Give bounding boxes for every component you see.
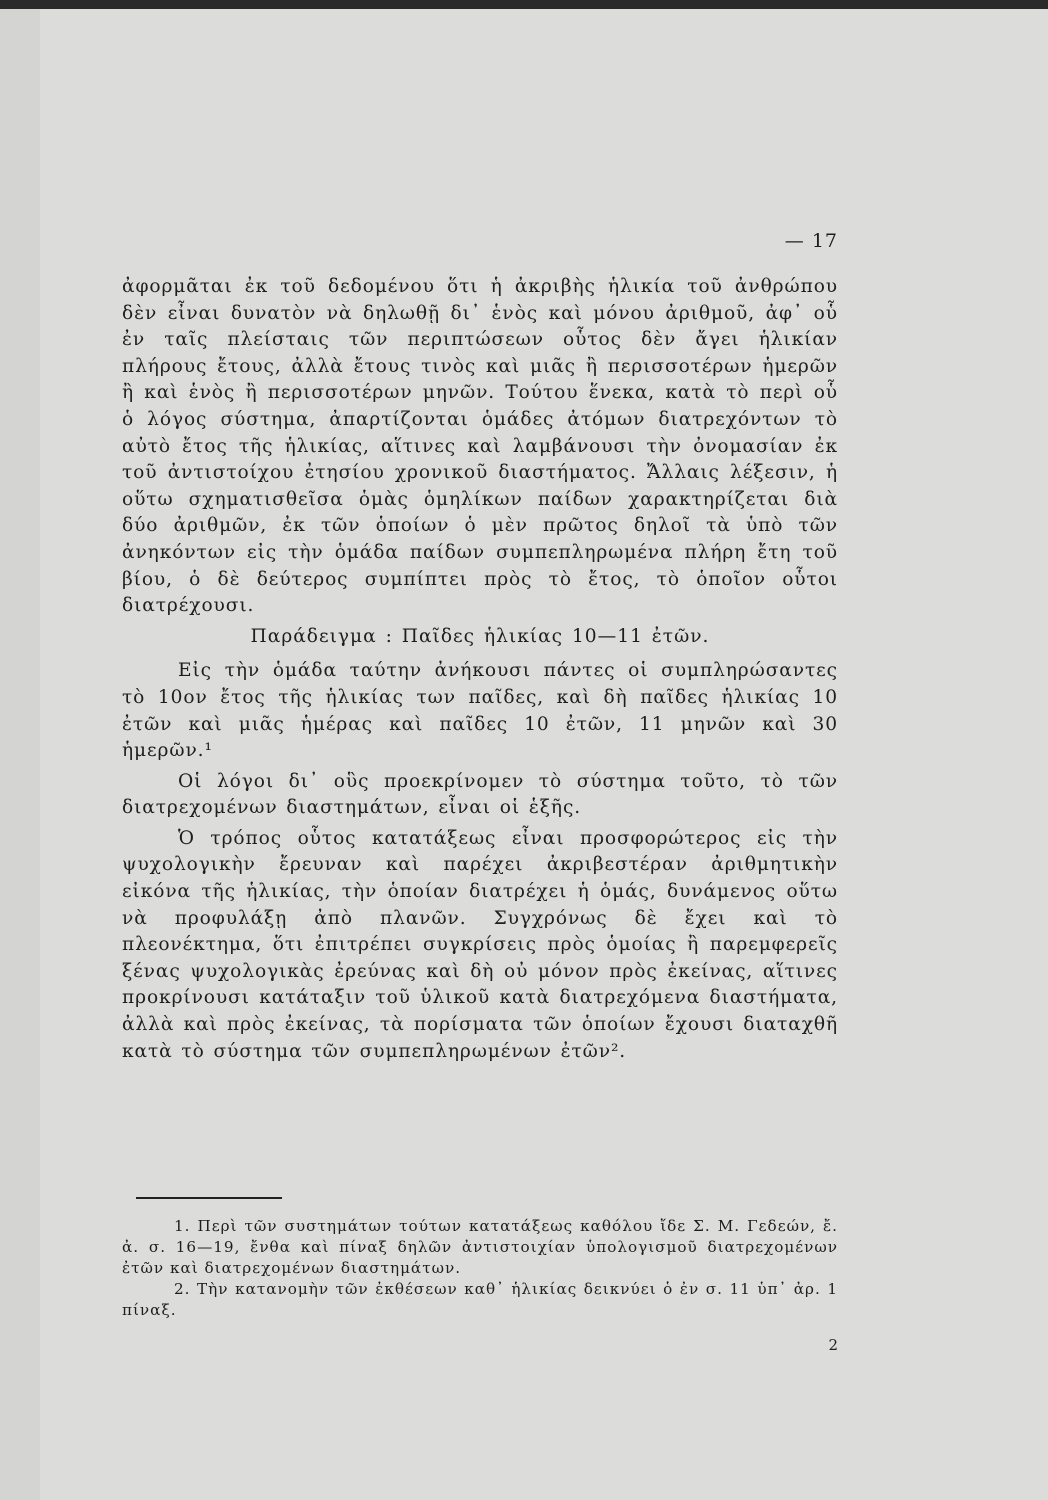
example-line: Παράδειγμα : Παῖδες ἡλικίας 10—11 ἐτῶν. <box>250 625 710 647</box>
paragraph-2: Εἰς τὴν ὁμάδα ταύτην ἀνήκουσι πάντες οἱ συμπληρώσαντες τὸ 10ον ἔτος τῆς ἡλικίας των παῖδες, καὶ δὴ παῖδες ἡλικίας 10 ἐτῶν καὶ μιᾶς ἡμέρας καὶ παῖδες 10 ἐτῶν, 11 μηνῶν καὶ 30 ἡμερῶν.¹ <box>122 660 838 762</box>
signature-mark: 2 <box>828 1336 838 1354</box>
paragraph-4: Ὁ τρόπος οὗτος κατατάξεως εἶναι προσφορώτερος εἰς τὴν ψυχολογικὴν ἔρευναν καὶ παρέχει ἀκριβεστέραν ἀριθμητικὴν εἰκόνα τῆς ἡλικίας, τὴν ὁποίαν διατρέχει ἡ ὁμάς, δυνάμενος οὕτω νὰ προφυλάξῃ ἀπὸ πλανῶν. Συγχρόνως δὲ ἔχει καὶ τὸ πλεονέκτημα, ὅτι ἐπιτρέπει συγκρίσεις πρὸς ὁμοίας ἢ παρεμφερεῖς ξένας ψυχολογικὰς ἐρεύνας καὶ δὴ οὐ μόνον πρὸς ἐκείνας, αἵτινες προκρίνουσι κατάταξιν τοῦ ὑλικοῦ κατὰ διατρεχόμενα διαστήματα, ἀλλὰ καὶ πρὸς ἐκείνας, τὰ πορίσματα τῶν ὁποίων ἔχουσι διαταχθῆ κατὰ τὸ σύστημα τῶν συμπεπληρωμένων ἐτῶν². <box>122 827 838 1062</box>
footnotes <box>122 1216 838 1321</box>
footnote-2: 2. Τὴν κατανομὴν τῶν ἐκθέσεων καθ᾽ ἡλικίας δεικνύει ὁ ἐν σ. 11 ὑπ᾽ ἀρ. 1 πίναξ. <box>122 1280 838 1319</box>
page-number: — 17 <box>784 230 838 252</box>
main-text <box>122 274 838 1065</box>
scan-top-edge <box>0 0 1048 9</box>
footnote-divider <box>136 1197 282 1199</box>
footnote-1: 1. Περὶ τῶν συστημάτων τούτων κατατάξεως καθόλου ἴδε Σ. Μ. Γεδεών, ἔ. ἀ. σ. 16—19, ἔνθα καὶ πίναξ δηλῶν ἀντιστοιχίαν ὑπολογισμοῦ διατρεχομένων ἐτῶν καὶ διατρεχομένων διαστημάτων. <box>122 1217 838 1277</box>
paragraph-3: Οἱ λόγοι δι᾽ οὓς προεκρίνομεν τὸ σύστημα τοῦτο, τὸ τῶν διατρεχομένων διαστημάτων, εἶναι οἱ ἑξῆς. <box>122 770 838 819</box>
paragraph-1: ἀφορμᾶται ἐκ τοῦ δεδομένου ὅτι ἡ ἀκριβὴς ἡλικία τοῦ ἀνθρώπου δὲν εἶναι δυνατὸν νὰ δηλωθῇ δι᾽ ἑνὸς καὶ μόνου ἀριθμοῦ, ἀφ᾽ οὗ ἐν ταῖς πλείσταις τῶν περιπτώσεων οὗτος δὲν ἄγει ἡλικίαν πλήρους ἔτους, ἀλλὰ ἔτους τινὸς καὶ μιᾶς ἢ περισσοτέρων ἡμερῶν ἢ καὶ ἑνὸς ἢ περισσοτέρων μηνῶν. Τούτου ἕνεκα, κατὰ τὸ περὶ οὗ ὁ λόγος σύστημα, ἀπαρτίζονται ὁμάδες ἀτόμων διατρεχόντων τὸ αὐτὸ ἔτος τῆς ἡλικίας, αἵτινες καὶ λαμβάνουσι τὴν ὀνομασίαν ἐκ τοῦ ἀντιστοίχου ἐτησίου χρονικοῦ διαστήματος. Ἄλλαις λέξεσιν, ἡ οὕτω σχηματισθεῖσα ὁμὰς ὁμηλίκων παίδων χαρακτηρίζεται διὰ δύο ἀριθμῶν, ἐκ τῶν ὁποίων ὁ μὲν πρῶτος δηλοῖ τὰ ὑπὸ τῶν ἀνηκόντων εἰς τὴν ὁμάδα παίδων συμπεπληρωμένα πλήρη ἔτη τοῦ βίου, ὁ δὲ δεύτερος συμπίπτει πρὸς τὸ ἔτος, τὸ ὁποῖον οὗτοι διατρέχουσι. <box>122 276 838 617</box>
